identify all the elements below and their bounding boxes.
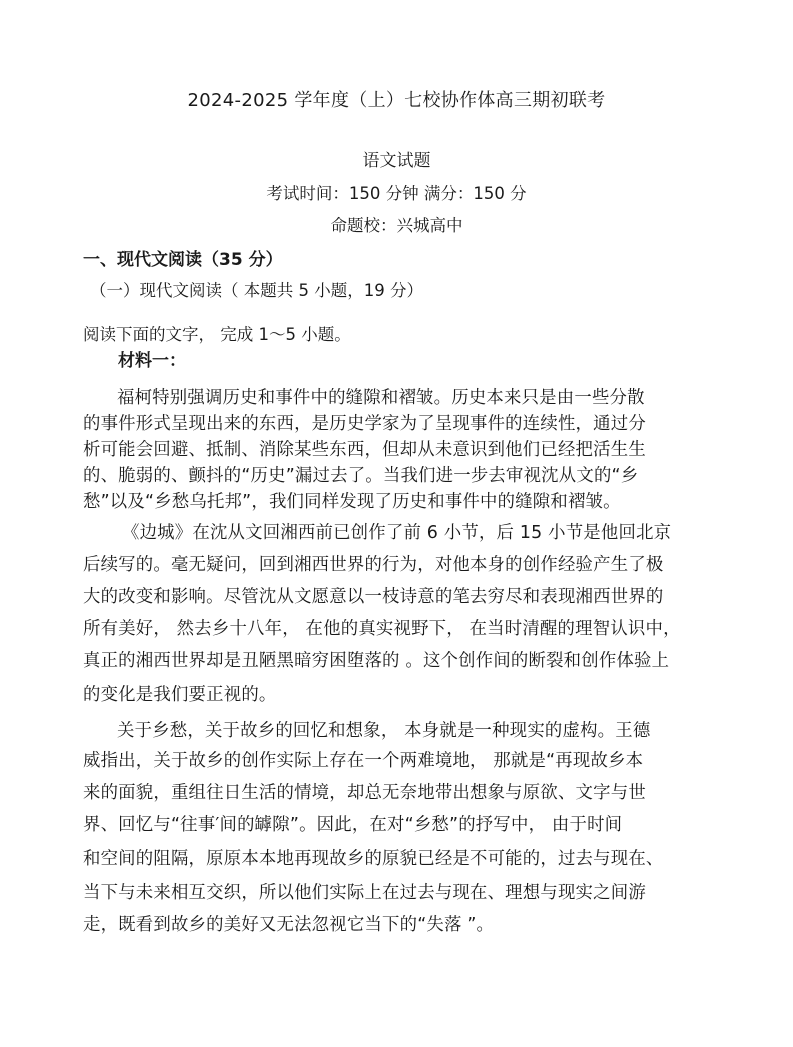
reading-instruction: 阅读下面的文字， 完成 1～5 小题。 bbox=[83, 325, 351, 344]
section-heading: 一、现代文阅读（35 分） bbox=[83, 250, 283, 270]
paragraph-3-line: 关于乡愁，关于故乡的回忆和想象， 本身就是一种现实的虚构。王德 bbox=[117, 721, 651, 741]
paragraph-1-line: 的、脆弱的、颤抖的“历史”漏过去了。当我们进一步去审视沈从文的“乡 bbox=[83, 466, 639, 486]
paragraph-1-line: 福柯特别强调历史和事件中的缝隙和褶皱。历史本来只是由一些分散 bbox=[117, 388, 645, 408]
paragraph-1-line: 愁”以及“乡愁乌托邦”，我们同样发现了历史和事件中的缝隙和褶皱。 bbox=[83, 492, 621, 512]
paragraph-3-line: 和空间的阻隔，原原本本地再现故乡的原貌已经是不可能的，过去与现在、 bbox=[83, 849, 664, 869]
paragraph-3-line: 威指出，关于故乡的创作实际上存在一个两难境地， 那就是“再现故乡本 bbox=[83, 751, 644, 771]
paragraph-3-line: 当下与未来相互交织，所以他们实际上在过去与现在、理想与现实之间游 bbox=[83, 883, 646, 903]
subsection-heading: （一）现代文阅读（ 本题共 5 小题，19 分） bbox=[90, 281, 423, 300]
paragraph-3-line: 走，既看到故乡的美好又无法忽视它当下的“失落 ”。 bbox=[83, 915, 495, 935]
paragraph-2-line: 《边城》在沈从文回湘西前已创作了前 6 小节，后 15 小节是他回北京 bbox=[122, 523, 672, 543]
paragraph-2-line: 大的改变和影响。尽管沈从文愿意以一枝诗意的笔去穷尽和表现湘西世界的 bbox=[83, 587, 664, 607]
paragraph-2-line: 所有美好， 然去乡十八年， 在他的真实视野下， 在当时清醒的理智认识中， bbox=[83, 619, 681, 639]
exam-time-score: 考试时间：150 分钟 满分：150 分 bbox=[266, 184, 527, 203]
paragraph-3-line: 界、回忆与“往事′间的罅隙”。因此，在对“乡愁”的抒写中， 由于时间 bbox=[83, 815, 623, 835]
subject-title: 语文试题 bbox=[362, 151, 431, 171]
paragraph-2-line: 的变化是我们要正视的。 bbox=[83, 685, 277, 705]
paragraph-1-line: 析可能会回避、抵制、消除某些东西，但却从未意识到他们已经把活生生 bbox=[83, 440, 646, 460]
paragraph-2-line: 真正的湘西世界却是丑陋黑暗穷困堕落的 。这个创作间的断裂和创作体验上 bbox=[83, 651, 670, 671]
setting-school: 命题校：兴城高中 bbox=[330, 216, 463, 235]
paragraph-1-line: 的事件形式呈现出来的东西，是历史学家为了呈现事件的连续性，通过分 bbox=[83, 414, 646, 434]
exam-title: 2024-2025 学年度（上）七校协作体高三期初联考 bbox=[187, 90, 606, 111]
material-label: 材料一： bbox=[118, 351, 186, 371]
paragraph-3-line: 来的面貌，重组往日生活的情境，却总无奈地带出想象与原欲、文字与世 bbox=[83, 783, 646, 803]
paragraph-2-line: 后续写的。毫无疑问，回到湘西世界的行为，对他本身的创作经验产生了极 bbox=[83, 555, 664, 575]
